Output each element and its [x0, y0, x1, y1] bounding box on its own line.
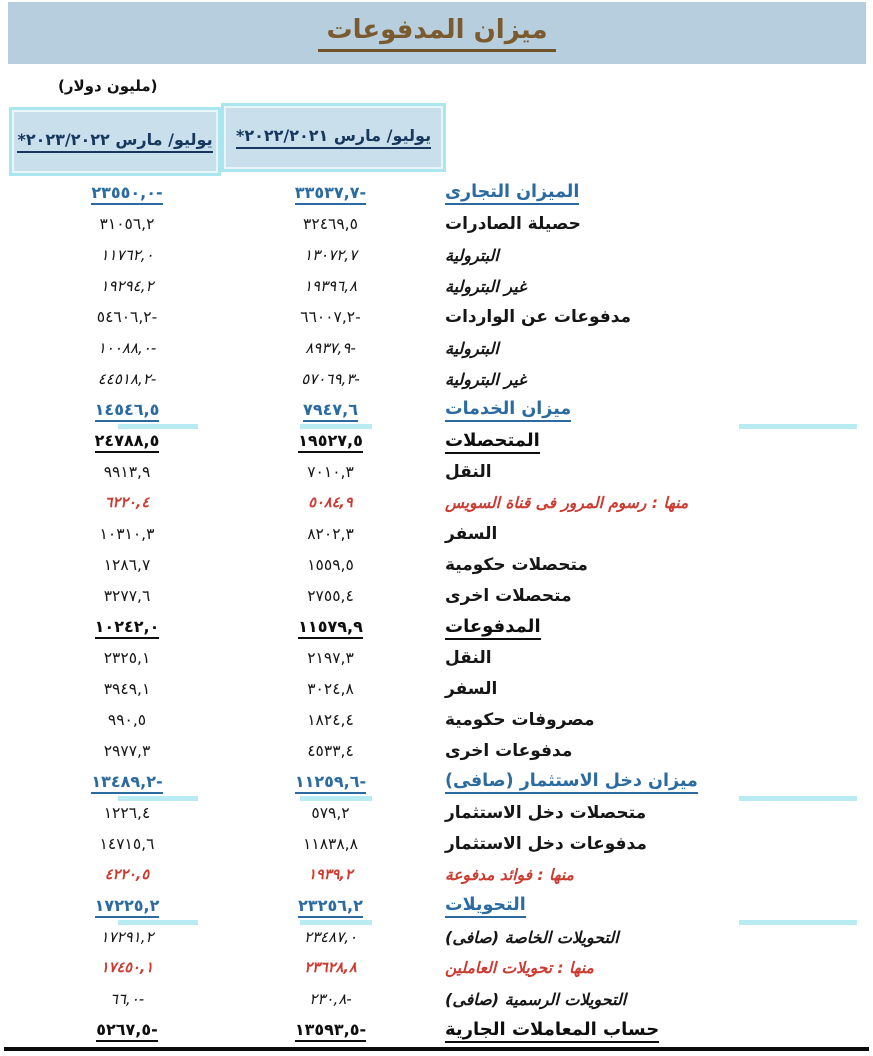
value-2022-2023: ٣٩٤٩,١ [103, 680, 151, 698]
row-label: ميزان دخل الاستثمار (صافى) [445, 767, 845, 798]
row-label: متحصلات اخرى [445, 586, 572, 606]
value-2022-2023: ٣٢٧٧,٦ [103, 587, 151, 605]
table-row [0, 736, 873, 767]
table-row [0, 860, 873, 891]
value-2021-2022: ١٣٠٧٢,٧ [303, 246, 358, 264]
row-label: التحويلات الرسمية (صافى) [445, 989, 627, 1009]
value-2021-2022: ٢٣٠,٨- [309, 990, 352, 1008]
value-2022-2023: ١٤٧١٥,٦ [99, 835, 155, 853]
table-row [0, 302, 873, 333]
value-2022-2023: ٤٤٥١٨,٢- [97, 370, 157, 388]
row-label: ميزان الخدمات [445, 395, 845, 426]
value-2022-2023: ١٠٣١٠,٣ [99, 525, 155, 543]
value-2022-2023: ٦٢٢٠,٤ [104, 495, 150, 511]
table-row [0, 953, 873, 984]
value-2021-2022: ٨٩٣٧,٩- [305, 339, 356, 357]
value-2022-2023: ١٧٤٥٠,١ [100, 960, 154, 976]
value-2022-2023: ٢٤٧٨٨,٥ [28, 426, 226, 457]
value-2021-2022: ١٥٥٩,٥ [307, 556, 354, 574]
column-header-2022-2023 [9, 107, 221, 176]
value-2022-2023: ١٢٨٦,٧ [103, 556, 151, 574]
value-2021-2022: ٣٢٤٦٩,٥ [303, 215, 358, 233]
value-2021-2022: ١٩٣٩٦,٨ [303, 277, 358, 295]
column-header-label: يوليو/ مارس ٢٠٢٣/٢٠٢٢* [17, 130, 212, 153]
value-2021-2022: ١٣٥٩٣,٥- [228, 1015, 433, 1046]
table-row [0, 178, 873, 209]
title-banner [8, 2, 866, 64]
row-label: منها : تحويلات العاملين [445, 959, 594, 977]
value-2021-2022: ٢٣٢٥٦,٢ [228, 891, 433, 922]
row-label: البترولية [445, 245, 499, 265]
page-title: ميزان المدفوعات [318, 15, 555, 52]
table-row [0, 364, 873, 395]
value-2022-2023: ٢٣٢٥,١ [103, 649, 151, 667]
value-2021-2022: ١١٥٧٩,٩ [228, 612, 433, 643]
table-row [0, 643, 873, 674]
value-2021-2022: ٢٣٤٨٧,٠ [303, 928, 358, 946]
table-row [0, 271, 873, 302]
row-label: السفر [445, 524, 498, 544]
row-label: غير البترولية [445, 276, 527, 296]
row-label: النقل [445, 648, 492, 668]
value-2021-2022: ١٩٥٢٧,٥ [228, 426, 433, 457]
value-2022-2023: ١٤٥٤٦,٥ [28, 395, 226, 426]
table-row [0, 395, 873, 426]
value-2022-2023: ١٠٢٤٢,٠ [28, 612, 226, 643]
value-2021-2022: ٧٩٤٧,٦ [228, 395, 433, 426]
table-row [0, 984, 873, 1015]
value-2022-2023: ٢٣٥٥٠,٠- [28, 178, 226, 209]
row-label: مدفوعات دخل الاستثمار [445, 834, 647, 854]
row-label: متحصلات دخل الاستثمار [445, 803, 647, 823]
value-2022-2023: ١٢٢٦,٤ [103, 804, 151, 822]
value-2021-2022: ٥٧٩,٢ [311, 804, 350, 822]
value-2022-2023: ١٠٠٨٨,٠- [97, 339, 157, 357]
row-label: مدفوعات عن الواردات [445, 307, 632, 327]
table-row [0, 581, 873, 612]
table-row [0, 705, 873, 736]
value-2021-2022: ٥٧٠٦٩,٣- [301, 370, 360, 388]
table-row [0, 1015, 873, 1046]
value-2022-2023: ١٩٢٩٤,٢ [100, 277, 154, 295]
table-row [0, 519, 873, 550]
value-2021-2022: ٣٠٢٤,٨ [307, 680, 354, 698]
value-2021-2022: ١١٢٥٩,٦- [228, 767, 433, 798]
value-2021-2022: ١٩٣٩,٢ [308, 867, 353, 883]
row-label: غير البترولية [445, 369, 527, 389]
value-2021-2022: ١١٨٣٨,٨ [303, 835, 358, 853]
value-2022-2023: ٣١٠٥٦,٢ [99, 215, 155, 233]
table-row [0, 767, 873, 798]
value-2022-2023: ٩٩٠,٥ [107, 711, 147, 729]
balance-of-payments-table [0, 178, 873, 1046]
value-2022-2023: ١٧٢٢٥,٢ [28, 891, 226, 922]
column-header-label: يوليو/ مارس ٢٠٢٢/٢٠٢١* [236, 126, 431, 149]
value-2022-2023: ١٣٤٨٩,٢- [28, 767, 226, 798]
row-label: المدفوعات [445, 612, 845, 643]
table-row [0, 426, 873, 457]
row-label: منها : رسوم المرور فى قناة السويس [445, 494, 689, 512]
table-row [0, 798, 873, 829]
table-row [0, 550, 873, 581]
row-label: المتحصلات [445, 426, 845, 457]
table-row [0, 829, 873, 860]
value-2021-2022: ٣٣٥٣٧,٧- [228, 178, 433, 209]
row-label: مصروفات حكومية [445, 710, 595, 730]
value-2021-2022: ٢٧٥٥,٤ [307, 587, 354, 605]
table-row [0, 891, 873, 922]
value-2021-2022: ٧٠١٠,٣ [307, 463, 354, 481]
row-label: حصيلة الصادرات [445, 214, 581, 234]
row-label: حساب المعاملات الجارية [445, 1015, 845, 1046]
value-2022-2023: ١١٧٦٢,٠ [100, 246, 154, 264]
table-row [0, 209, 873, 240]
unit-note: (مليون دولار) [58, 77, 158, 95]
row-label: الميزان التجارى [445, 178, 845, 209]
row-label: التحويلات الخاصة (صافى) [445, 927, 619, 947]
row-label: البترولية [445, 338, 499, 358]
row-label: منها : فوائد مدفوعة [445, 866, 574, 884]
row-label: التحويلات [445, 891, 845, 922]
value-2022-2023: ١٧٢٩١,٢ [100, 928, 154, 946]
column-header-2021-2022 [221, 103, 446, 172]
value-2021-2022: ١٨٢٤,٤ [307, 711, 354, 729]
value-2022-2023: ٥٤٦٠٦,٢- [96, 308, 158, 326]
row-label: السفر [445, 679, 498, 699]
table-row [0, 457, 873, 488]
value-2021-2022: ٥٠٨٤,٩ [308, 495, 353, 511]
value-2021-2022: ٢٣٦٢٨,٨ [304, 960, 357, 976]
row-label: مدفوعات اخرى [445, 741, 573, 761]
table-row [0, 488, 873, 519]
table-row [0, 612, 873, 643]
row-label: متحصلات حكومية [445, 555, 588, 575]
value-2021-2022: ٨٢٠٢,٣ [307, 525, 354, 543]
value-2021-2022: ٤٥٣٣,٤ [307, 742, 354, 760]
bottom-border [4, 1047, 869, 1051]
value-2022-2023: ٢٩٧٧,٣ [103, 742, 151, 760]
row-label: النقل [445, 462, 492, 482]
value-2022-2023: ٩٩١٣,٩ [103, 463, 151, 481]
value-2021-2022: ٢١٩٧,٣ [307, 649, 354, 667]
table-row [0, 674, 873, 705]
table-row [0, 240, 873, 271]
value-2022-2023: ٤٢٢٠,٥ [104, 867, 150, 883]
table-row [0, 333, 873, 364]
value-2022-2023: ٦٦,٠- [109, 990, 145, 1008]
value-2022-2023: ٥٢٦٧,٥- [28, 1015, 226, 1046]
value-2021-2022: ٦٦٠٠٧,٢- [300, 308, 361, 326]
table-row [0, 922, 873, 953]
